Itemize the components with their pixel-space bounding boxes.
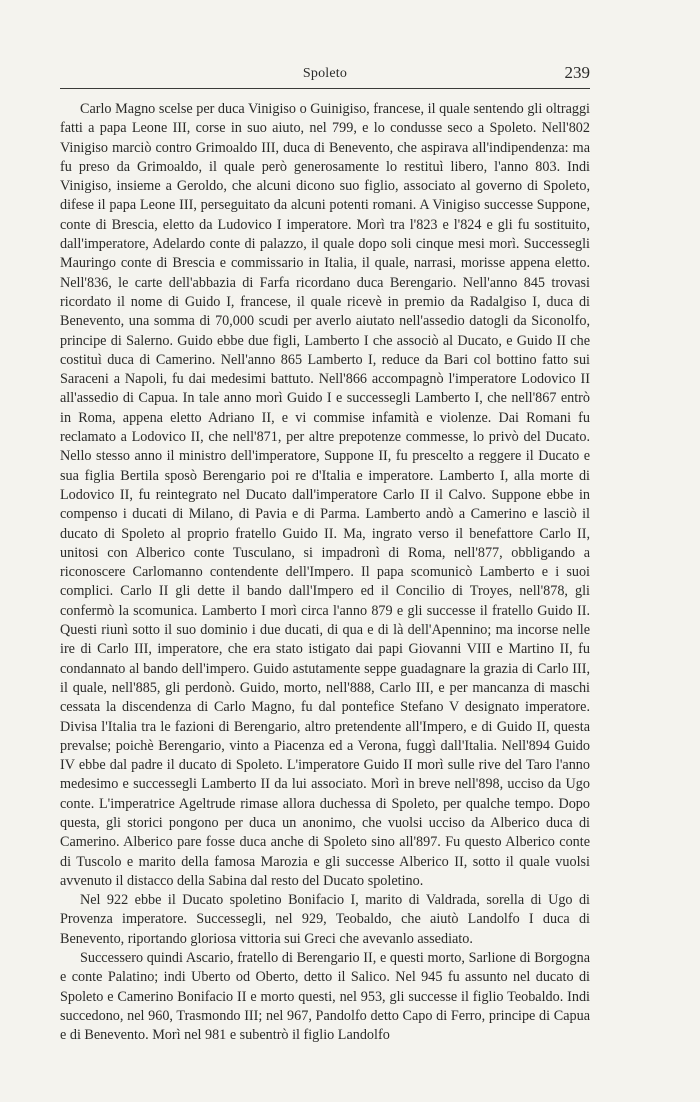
page-header bbox=[60, 62, 590, 89]
paragraph: Successero quindi Ascario, fratello di Berengario II, e questi morto, Sarlione di Borgogna e conte Palatino; indi Uberto od Oberto, detto il Salico. Nel 945 fu assunto nel ducato di Spoleto e Camerino Bonifacio II e morto questi, nel 953, gli successe il figlio Teobaldo. Indi succedono, nel 960, Trasmondo III; nel 967, Pandolfo detto Capo di Ferro, principe di Capua e di Benevento. Morì nel 981 e subentrò il figlio Landolfo bbox=[60, 950, 590, 1044]
paragraph: Nel 922 ebbe il Ducato spoletino Bonifacio I, marito di Valdrada, sorella di Ugo di Provenza imperatore. Successegli, nel 929, Teobaldo, che aiutò Landolfo I duca di Benevento, riportando gloriosa vittoria sui Greci che avevanlo assediato. bbox=[60, 892, 590, 947]
paragraph: Carlo Magno scelse per duca Vinigiso o Guinigiso, francese, il quale sentendo gli oltraggi fatti a papa Leone III, corse in suo aiuto, nel 799, e lo condusse seco a Spoleto. Nell'802 Vinigiso marciò contro Grimoaldo III, duca di Benevento, che aspirava all'indipendenza: ma fu preso da Grimoaldo, il quale però generosamente lo restituì libero, l'anno 803. Indi Vinigiso, insieme a Geroldo, che alcuni dicono suo figlio, associato al governo di Spoleto, difese il papa Leone III, perseguitato da alcuni potenti romani. A Vinigiso successe Suppone, conte di Brescia, eletto da Ludovico I imperatore. Morì tra l'823 e l'824 e gli fu sostituito, dall'imperatore, Adelardo conte di palazzo, il quale dopo soli cinque mesi morì. Successegli Mauringo conte di Brescia e commissario in Italia, il quale, narrasi, morisse appena eletto. Nell'836, le carte dell'abbazia di Farfa ricordano duca Berengario. Nell'anno 845 trovasi ricordato il nome di Guido I, francese, il quale ricevè in premio da Radalgiso I, duca di Benevento, una somma di 70,000 scudi per averlo aiutato nell'assedio datogli da Siconolfo, principe di Salerno. Guido ebbe due figli, Lamberto I che associò al Ducato, e Guido II che costituì duca di Camerino. Nell'anno 865 Lamberto I, reduce da Bari col bottino fatto sui Saraceni a Napoli, fu dai medesimi battuto. Nell'866 accompagnò l'imperatore Lodovico II all'assedio di Capua. In tale anno morì Guido I e successegli Lamberto I, che nell'867 entrò in Roma, appena eletto Adriano II, e vi commise infamità e violenze. Dai Romani fu reclamato a Lodovico II, che nell'871, per altre prepotenze commesse, lo privò del Ducato. Nello stesso anno il ministro dell'imperatore, Suppone II, fu prescelto a reggere il Ducato e sua figlia Bertila sposò Berengario poi re d'Italia e imperatore. Lamberto I, alla morte di Lodovico II, fu reintegrato nel Ducato dall'imperatore Carlo II il Calvo. Suppone ebbe in compenso i ducati di Milano, di Pavia e di Parma. Lamberto andò a Camerino e lasciò il ducato di Spoleto al proprio fratello Guido II. Ma, ingrato verso il benefattore Carlo II, unitosi con Alberico conte Tusculano, si impadronì di Roma, nell'877, obbligando a riconoscere Carlomanno contendente dell'Impero. Il papa scomunicò Lamberto e i suoi complici. Carlo II gli dette il bando dall'Impero ed il Concilio di Troyes, nell'878, gli confermò la scomunica. Lamberto I morì circa l'anno 879 e gli successe il fratello Guido II. Questi riunì sotto il suo dominio i due ducati, di qua e di là dell'Apennino; ma incorse nelle ire di Carlo III, imperatore, che era stato istigato dai papi Giovanni VIII e Martino II, fu condannato al bando dell'impero. Guido astutamente seppe guadagnare la grazia di Carlo III, il quale, nell'885, gli perdonò. Guido, morto, nell'888, Carlo III, e per mancanza di maschi cessata la discendenza di Carlo Magno, fu dal pontefice Stefano V designato imperatore. Divisa l'Italia tra le fazioni di Berengario, altro pretendente all'Impero, e di Guido II, questa prevalse; poichè Berengario, vinto a Piacenza ed a Verona, fuggì dall'Italia. Nell'894 Guido IV ebbe dal padre il ducato di Spoleto. L'imperatore Guido II morì sulle rive del Taro l'anno medesimo e successegli Lamberto II da lui associato. Morì in breve nell'898, ucciso da Ugo conte. L'imperatrice Ageltrude rimase allora duchessa di Spoleto, per qualche tempo. Dopo questa, gli storici pongono per duca un anonimo, che vuolsi ucciso da Alberico duca di Camerino. Alberico pare fosse duca anche di Spoleto sino all'897. Fu questo Alberico conte di Tuscolo e marito della famosa Marozia e gli successe Alberico II, sotto il quale vuolsi avvenuto il distacco della Sabina dal resto del Ducato spoletino. bbox=[60, 101, 590, 889]
running-title: Spoleto bbox=[302, 66, 348, 81]
body-text bbox=[60, 100, 590, 1046]
page-number: 239 bbox=[564, 63, 590, 82]
